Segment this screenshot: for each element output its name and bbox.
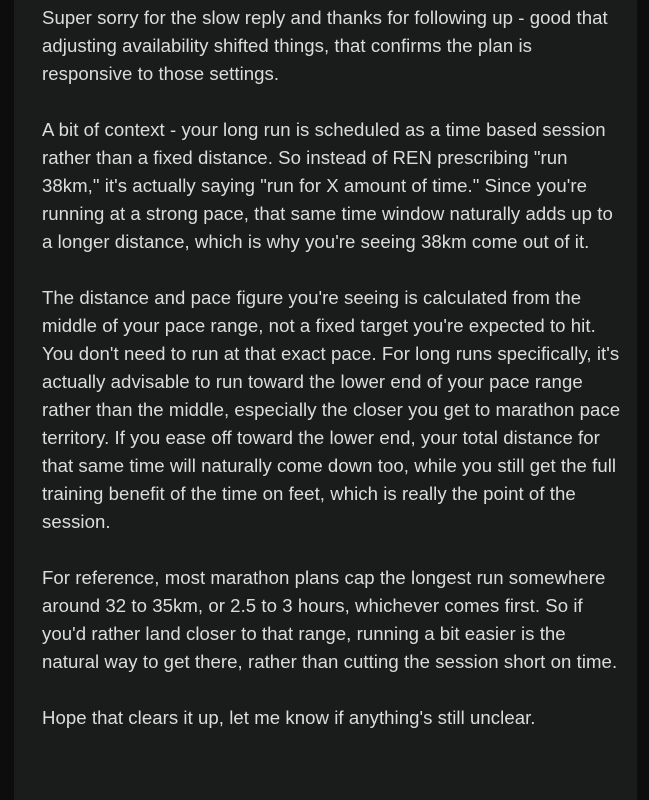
comment-paragraph-4: For reference, most marathon plans cap the longest run somewhere around 32 to 35km, or 2.5 to 3 hours, whichever comes first. So if you'd rather land closer to that range, running a bit easier is the natural way to get there, rather than cutting the session short on time. — [42, 567, 618, 672]
comment-paragraph-1: Super sorry for the slow reply and thanks for following up - good that adjusting availability shifted things, that confirms the plan is responsive to those settings. — [42, 7, 608, 84]
comment-paragraph-2: A bit of context - your long run is scheduled as a time based session rather than a fixed distance. So instead of REN prescribing "run 38km," it's actually saying "run for X amount of time." Since you're running at a strong pace, that same time window naturally adds up to a longer distance, which is why you're seeing 38km come out of it. — [42, 119, 613, 252]
right-gutter — [637, 0, 649, 800]
comment-panel — [14, 0, 637, 800]
comment-body — [42, 4, 622, 732]
comment-paragraph-5: Hope that clears it up, let me know if anything's still unclear. — [42, 707, 536, 728]
comment-paragraph-3: The distance and pace figure you're seeing is calculated from the middle of your pace range, not a fixed target you're expected to hit. You don't need to run at that exact pace. For long runs specifically, it's actually advisable to run toward the lower end of your pace range rather than the middle, especially the closer you get to marathon pace territory. If you ease off toward the lower end, your total distance for that same time will naturally come down too, while you still get the full training benefit of the time on feet, which is really the point of the session. — [42, 287, 621, 532]
left-gutter — [0, 0, 14, 800]
